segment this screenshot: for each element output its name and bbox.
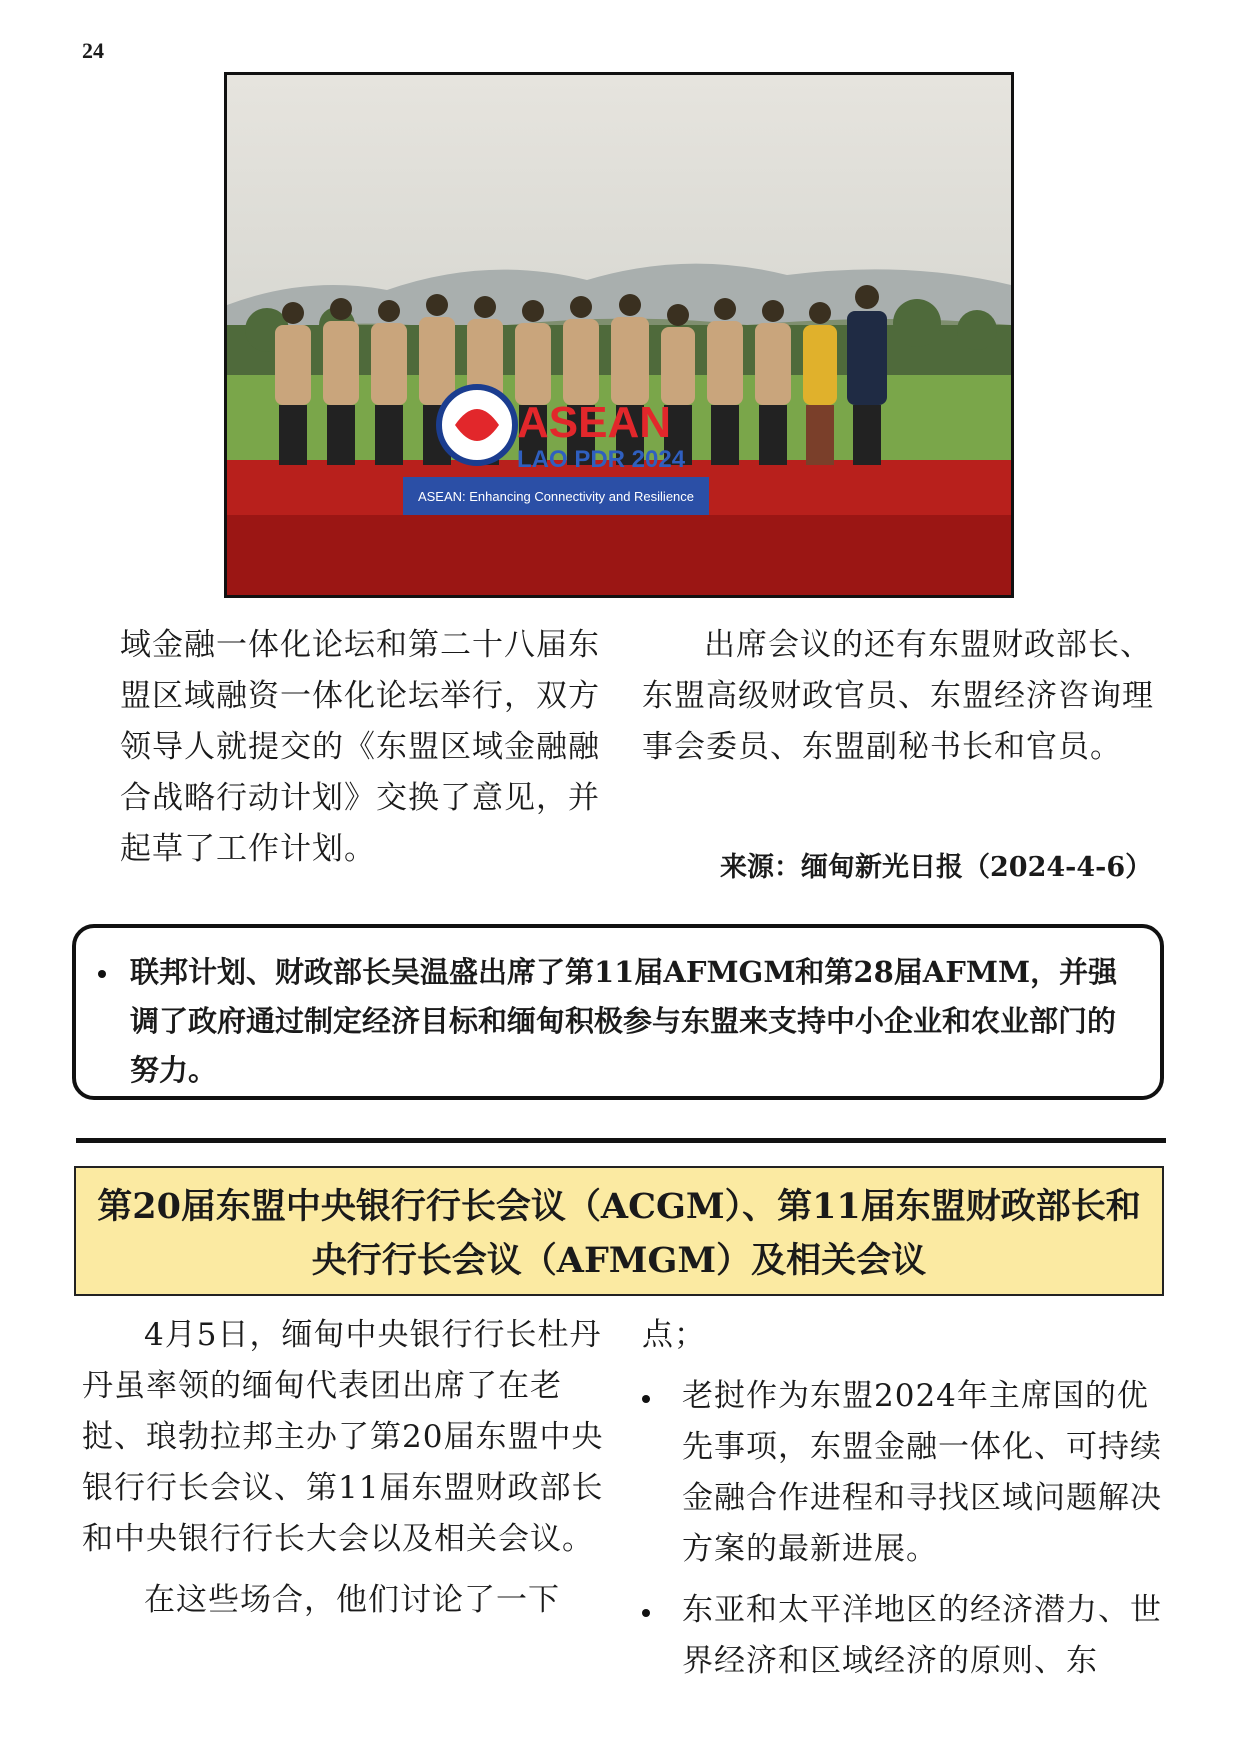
section-heading-line1: 第20届东盟中央银行行长会议（ACGM）、第11届东盟财政部长和	[97, 1186, 1141, 1227]
banner-logo-text: ASEAN	[517, 398, 672, 447]
section-bullet-list	[642, 1371, 1172, 1687]
highlight-bullet-item	[130, 948, 1140, 1095]
article-right-paragraph: 出席会议的还有东盟财政部长、东盟高级财政官员、东盟经济咨询理事会委员、东盟副秘书长和官员。	[642, 627, 1154, 765]
section-right-column	[642, 1310, 1172, 1687]
article-left-column	[120, 620, 610, 875]
page-number: 24	[82, 38, 104, 63]
highlight-bullet-text: 联邦计划、财政部长吴温盛出席了第11届AFMGM和第28届AFMM，并强调了政府通过制定经济目标和缅甸积极参与东盟来支持中小企业和农业部门的努力。	[130, 955, 1118, 1087]
section-left-column	[82, 1310, 612, 1626]
banner-slogan-text: ASEAN: Enhancing Connectivity and Resilience	[417, 489, 695, 504]
section-right-continuation: 点；	[642, 1317, 706, 1353]
list-item-text: 老挝作为东盟2024年主席国的优先事项，东盟金融一体化、可持续金融合作进程和寻找区域问题解决方案的最新进展。	[682, 1378, 1162, 1567]
section-divider	[76, 1138, 1166, 1143]
section-left-paragraph-1: 4月5日，缅甸中央银行行长杜丹丹虽率领的缅甸代表团出席了在老挝、琅勃拉邦主办了第20届东盟中央银行行长会议、第11届东盟财政部长和中央银行行长大会以及相关会议。	[82, 1317, 604, 1557]
article-left-paragraph: 域金融一体化论坛和第二十八届东盟区域融资一体化论坛举行，双方领导人就提交的《东盟区域金融融合战略行动计划》交换了意见，并起草了工作计划。	[120, 627, 600, 867]
list-item-text: 东亚和太平洋地区的经济潜力、世界经济和区域经济的原则、东	[682, 1592, 1162, 1679]
highlight-box	[72, 924, 1164, 1100]
banner-sub-text: LAO PDR 2024	[517, 446, 686, 473]
bullet-icon	[98, 970, 106, 978]
article-right-column	[642, 620, 1172, 773]
bullet-icon	[642, 1395, 650, 1403]
article-source: 来源：缅甸新光日报（2024-4-6）	[720, 852, 1153, 883]
section-left-paragraph-2: 在这些场合，他们讨论了一下	[144, 1582, 560, 1618]
bullet-icon	[642, 1609, 650, 1617]
section-heading-line2: 央行行长会议（AFMGM）及相关会议	[311, 1240, 927, 1281]
list-item	[642, 1371, 1172, 1575]
meeting-photo	[224, 72, 1014, 598]
list-item	[642, 1585, 1172, 1687]
section-heading	[74, 1166, 1164, 1296]
